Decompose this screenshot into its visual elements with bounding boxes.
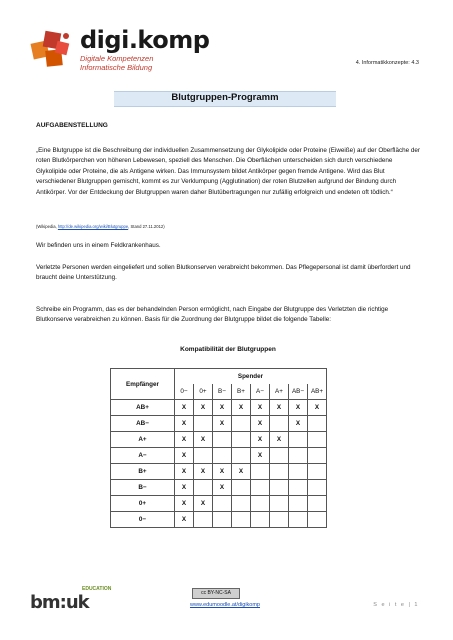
- table-row: [111, 416, 327, 432]
- recipient-cell: AB+: [111, 400, 175, 416]
- recipient-cell: B−: [111, 480, 175, 496]
- footer-link[interactable]: www.edumoodle.at/digikomp: [189, 602, 260, 608]
- compat-cell: X: [308, 400, 327, 416]
- compat-cell: [232, 496, 251, 512]
- compat-cell: X: [251, 432, 270, 448]
- compatibility-table: [110, 368, 327, 528]
- recipient-cell: A−: [111, 448, 175, 464]
- digikomp-logo-icon: [30, 28, 74, 72]
- compat-cell: [308, 464, 327, 480]
- compat-cell: X: [175, 480, 194, 496]
- compat-cell: [251, 512, 270, 528]
- compat-cell: [232, 512, 251, 528]
- compat-cell: [213, 496, 232, 512]
- compat-cell: [194, 480, 213, 496]
- donor-col-header: AB−: [289, 384, 308, 400]
- compat-cell: [270, 448, 289, 464]
- compat-cell: [308, 448, 327, 464]
- compat-cell: X: [289, 416, 308, 432]
- chapter-reference: 4. Informatikkonzepte: 4.3: [355, 60, 419, 66]
- recipient-cell: 0+: [111, 496, 175, 512]
- compat-cell: [308, 416, 327, 432]
- compat-cell: X: [213, 400, 232, 416]
- table-caption: Kompatibilität der Blutgruppen: [180, 346, 276, 353]
- table-row: [111, 432, 327, 448]
- compat-cell: X: [175, 512, 194, 528]
- paragraph-intro: Wir befinden uns in einem Feldkrankenhaus.: [36, 242, 161, 249]
- compat-cell: X: [251, 400, 270, 416]
- compat-cell: X: [270, 400, 289, 416]
- donor-col-header: B+: [232, 384, 251, 400]
- compat-cell: X: [175, 496, 194, 512]
- compat-cell: [194, 448, 213, 464]
- compat-cell: [289, 480, 308, 496]
- compat-cell: [308, 480, 327, 496]
- compat-cell: [194, 512, 213, 528]
- compat-cell: X: [194, 496, 213, 512]
- compat-cell: [232, 448, 251, 464]
- compat-cell: X: [232, 464, 251, 480]
- compat-cell: [289, 496, 308, 512]
- compat-cell: [251, 480, 270, 496]
- table-row: [111, 496, 327, 512]
- paragraph-situation: Verletzte Personen werden eingeliefert und sollen Blutkonserven verabreicht bekommen. Das Pflegepersonal ist damit überfordert und braucht deine Unterstützung.: [36, 264, 411, 282]
- citation-link[interactable]: http://de.wikipedia.org/wiki/Blutgruppe: [57, 224, 129, 229]
- task-heading: AUFGABENSTELLUNG: [36, 122, 108, 129]
- compat-cell: X: [194, 400, 213, 416]
- bmuk-logo: bm:uk: [30, 592, 89, 613]
- donor-col-header: A−: [251, 384, 270, 400]
- compat-cell: X: [194, 464, 213, 480]
- recipient-cell: A+: [111, 432, 175, 448]
- compat-cell: X: [175, 464, 194, 480]
- compat-cell: [270, 512, 289, 528]
- wikipedia-quote: „Eine Blutgruppe ist die Beschreibung der individuellen Zusammensetzung der Glykolipide oder Proteine (Eiweiße) auf der Oberfläche der roten Blutkörperchen von höheren Lebewesen, speziell des Menschen. Die Oberflächen unterscheiden sich durch verschiedene Glykolipide oder Proteine, die als Antigene wirken. Das Immunsystem bildet Antikörper gegen fremde Antigene. Wird das Blut verschiedener Blutgruppen gemischt, kommt es zur Verklumpung (Agglutination) der roten Blutzellen aufgrund der Bindung durch Antikörper. Vor der Entdeckung der Blutgruppen waren daher Blutübertragungen nur zufällig erfolgreich und endeten oft tödlich.“: [36, 147, 420, 196]
- compat-cell: X: [270, 432, 289, 448]
- compat-cell: [270, 464, 289, 480]
- compat-cell: [213, 512, 232, 528]
- compat-cell: [289, 432, 308, 448]
- compat-cell: X: [175, 400, 194, 416]
- compat-cell: X: [194, 432, 213, 448]
- compat-cell: X: [289, 400, 308, 416]
- compat-cell: [194, 416, 213, 432]
- education-label: EDUCATION: [82, 586, 112, 592]
- recipient-cell: AB−: [111, 416, 175, 432]
- donor-col-header: B−: [213, 384, 232, 400]
- compat-cell: [308, 432, 327, 448]
- table-row: [111, 480, 327, 496]
- page-title: Blutgruppen-Programm: [171, 92, 279, 103]
- compat-cell: [213, 448, 232, 464]
- compat-cell: [270, 496, 289, 512]
- recipient-cell: 0−: [111, 512, 175, 528]
- compat-cell: X: [213, 464, 232, 480]
- compat-cell: [270, 480, 289, 496]
- compat-cell: [289, 464, 308, 480]
- compat-cell: [251, 496, 270, 512]
- compat-cell: X: [175, 432, 194, 448]
- compat-cell: [251, 464, 270, 480]
- compat-cell: [308, 496, 327, 512]
- compat-cell: X: [175, 448, 194, 464]
- donor-header: Spender: [175, 369, 327, 385]
- compat-cell: [232, 432, 251, 448]
- table-row: [111, 400, 327, 416]
- compat-cell: [232, 480, 251, 496]
- donor-col-header: A+: [270, 384, 289, 400]
- compat-cell: X: [213, 416, 232, 432]
- cc-license-badge: cc BY-NC-SA: [192, 588, 240, 599]
- compat-cell: X: [251, 416, 270, 432]
- compat-cell: [289, 512, 308, 528]
- table-row: [111, 512, 327, 528]
- recipient-header: Empfänger: [111, 369, 175, 400]
- logo-subtitle: Digitale Kompetenzen Informatische Bildung: [80, 54, 154, 72]
- compat-cell: [308, 512, 327, 528]
- donor-col-header: 0+: [194, 384, 213, 400]
- page-number: S e i t e | 1: [373, 602, 419, 608]
- compat-cell: X: [232, 400, 251, 416]
- paragraph-task: Schreibe ein Programm, das es der behandelnden Person ermöglicht, nach Eingabe der Blutgruppe des Verletzten die richtige Blutkonserve verabreichen zu können. Basis für die Zuordnung der Blutgruppe bildet die folgende Tabelle:: [36, 306, 389, 324]
- donor-col-header: AB+: [308, 384, 327, 400]
- compat-cell: [270, 416, 289, 432]
- compat-cell: [289, 448, 308, 464]
- compat-cell: [213, 432, 232, 448]
- table-row: [111, 464, 327, 480]
- citation: (Wikipedia, http://de.wikipedia.org/wiki/Blutgruppe, Stand 27.11.2012): [36, 224, 165, 229]
- compat-cell: X: [251, 448, 270, 464]
- recipient-cell: B+: [111, 464, 175, 480]
- compat-cell: X: [175, 416, 194, 432]
- compat-cell: X: [213, 480, 232, 496]
- table-header-row: [111, 369, 327, 385]
- logo-wordmark: digi.komp: [80, 26, 210, 54]
- donor-col-header: 0−: [175, 384, 194, 400]
- table-row: [111, 448, 327, 464]
- compat-cell: [232, 416, 251, 432]
